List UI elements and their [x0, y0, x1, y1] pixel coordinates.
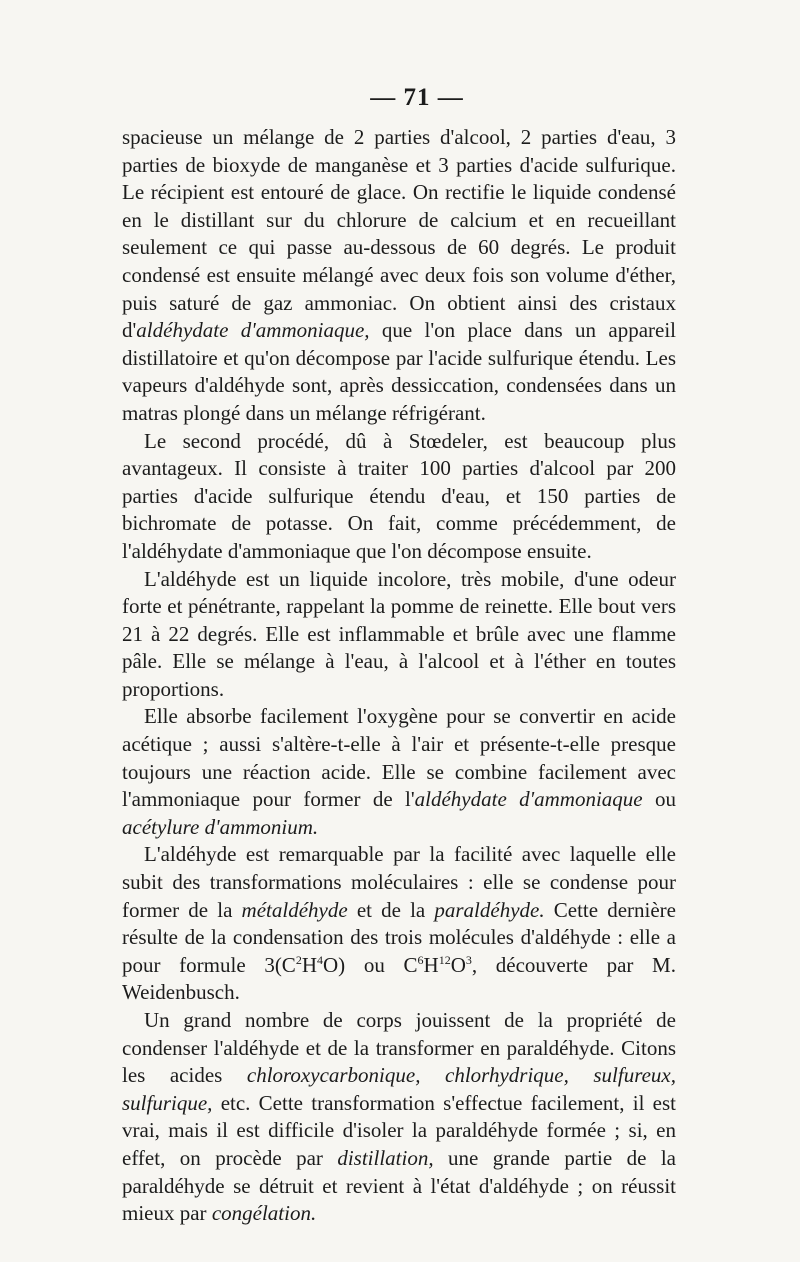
text-segment: que l'on place dans un appareil distillatoire et qu'on décompose par l'acide sulfurique étendu. Les vapeurs d'aldéhyde sont, après dessiccation, condensées dans un matras plongé dans un mélange réfrigérant.: [122, 318, 676, 425]
superscript: 2: [295, 952, 302, 967]
text-segment: L'aldéhyde est remarquable par la facilité avec laquelle elle subit des transformations moléculaires : elle se condense pour former de la: [122, 842, 676, 922]
paragraph: [122, 1007, 676, 1228]
text-segment: et de la: [347, 897, 435, 922]
paragraph: [122, 124, 676, 428]
text-segment: ou: [642, 787, 676, 812]
superscript: 3: [465, 952, 472, 967]
text-segment: O: [450, 952, 466, 977]
superscript: 12: [438, 952, 451, 967]
text-segment: Elle absorbe facilement l'oxygène pour se convertir en acide acétique ; aussi s'altère-t-elle à l'air et présente-t-elle presque toujours une réaction acide. Elle se combine facilement avec l'ammoniaque pour former de l': [122, 704, 676, 812]
text-segment: Cette dernière résulte de la condensation des trois molécules d'aldéhyde : elle a pour formule 3(C: [122, 897, 676, 977]
text-segment: L'aldéhyde est un liquide incolore, très mobile, d'une odeur forte et pénétrante, rappelant la pomme de reinette. Elle bout vers 21 à 22 degrés. Elle est inflammable et brûle avec une flamme pâle. Elle se mélange à l'eau, à l'alcool et à l'éther en toutes proportions.: [122, 566, 676, 701]
body-text: [122, 124, 676, 1228]
paragraph: [122, 841, 676, 1007]
italic-text: aldéhydate d'ammoniaque: [414, 787, 643, 812]
italic-text: chloroxycarbonique, chlorhydrique, sulfureux, sulfurique,: [122, 1063, 677, 1115]
italic-text: congélation.: [211, 1201, 317, 1226]
italic-text: acétylure d'ammonium.: [122, 814, 319, 839]
paragraph: [122, 566, 676, 704]
paragraph: [122, 703, 676, 841]
text-segment: H: [423, 952, 439, 977]
italic-text: métaldéhyde: [241, 897, 348, 922]
paragraph: [122, 428, 676, 566]
text-segment: Un grand nombre de corps jouissent de la propriété de condenser l'aldéhyde et de la transformer en paraldéhyde. Citons les acides: [122, 1008, 676, 1088]
superscript: 6: [417, 952, 424, 967]
italic-text: aldéhydate d'ammoniaque,: [136, 318, 370, 343]
italic-text: distillation,: [337, 1145, 434, 1170]
text-segment: une grande partie de la paraldéhyde se détruit et revient à l'état d'aldéhyde ; on réussit mieux par: [122, 1145, 676, 1226]
italic-text: paraldéhyde.: [434, 897, 545, 922]
text-segment: spacieuse un mélange de 2 parties d'alcool, 2 parties d'eau, 3 parties de bioxyde de manganèse et 3 parties d'acide sulfurique. Le récipient est entouré de glace. On rectifie le liquide condensé en le distillant sur du chlorure de calcium et en recueillant seulement ce qui passe au-dessous de 60 degrés. Le produit condensé est ensuite mélangé avec deux fois son volume d'éther, puis saturé de gaz ammoniac. On obtient ainsi des cristaux d': [122, 125, 676, 343]
text-segment: Le second procédé, dû à Stœdeler, est beaucoup plus avantageux. Il consiste à traiter 100 parties d'alcool par 200 parties d'acide sulfurique étendu d'eau, et 150 parties de bichromate de potasse. On fait, comme précédemment, de l'aldéhydate d'ammoniaque que l'on décompose ensuite.: [122, 428, 676, 563]
text-segment: H: [301, 952, 317, 977]
text-segment: O) ou C: [323, 952, 418, 977]
page-number: — 71 —: [370, 84, 464, 111]
text-segment: , découverte par M. Weidenbusch.: [122, 952, 676, 1005]
superscript: 4: [317, 952, 323, 967]
text-segment: etc. Cette transformation s'effectue facilement, il est vrai, mais il est difficile d'isoler la paraldéhyde formée ; si, en effet, on procède par: [122, 1090, 676, 1170]
